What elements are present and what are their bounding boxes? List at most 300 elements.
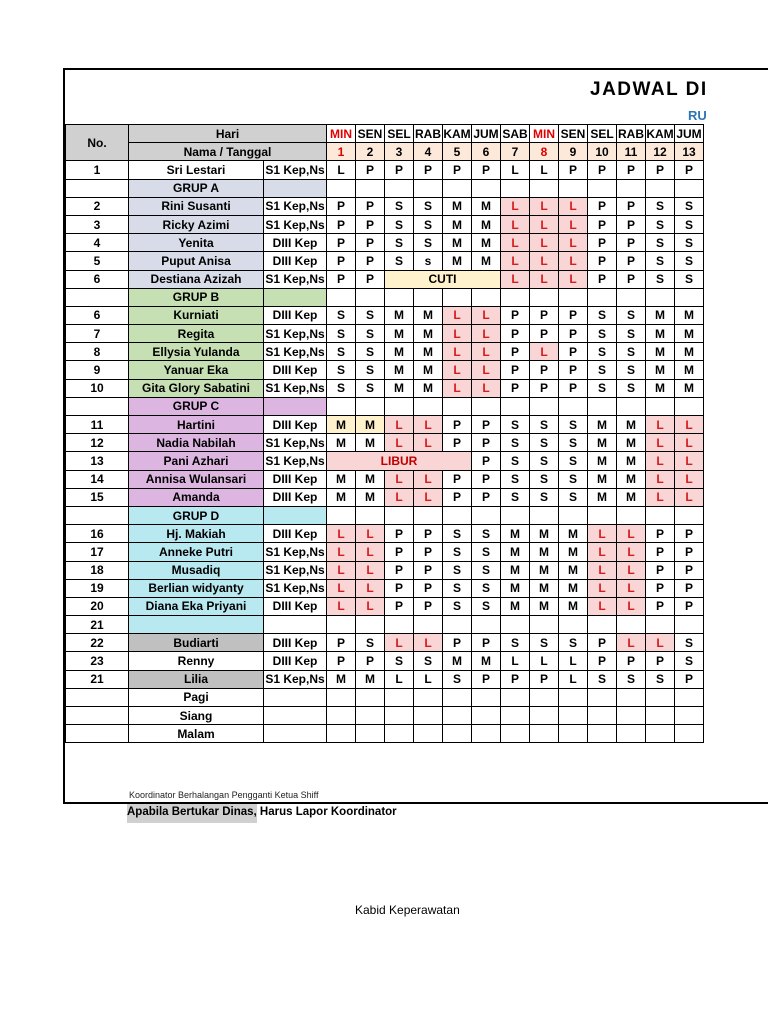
shift-cell: P (501, 379, 530, 397)
shift-cell (617, 707, 646, 725)
staff-qualification: DIII Kep (264, 634, 327, 652)
staff-row (66, 161, 704, 179)
staff-qualification (264, 707, 327, 725)
staff-qualification (264, 725, 327, 743)
staff-no: 1 (66, 161, 129, 179)
staff-qualification: S1 Kep,Ns (264, 543, 327, 561)
shift-cell: S (646, 270, 675, 288)
shift-cell: P (443, 634, 472, 652)
shift-cell: P (559, 161, 588, 179)
shift-cell: M (472, 215, 501, 233)
shift-cell: M (530, 525, 559, 543)
day-name-cell: KAM (443, 125, 472, 143)
group-no-cell (66, 506, 129, 524)
shift-cell: M (646, 343, 675, 361)
shift-cell: L (530, 161, 559, 179)
shift-cell: P (472, 670, 501, 688)
shift-cell (530, 397, 559, 415)
shift-cell: P (501, 306, 530, 324)
shift-cell: S (443, 597, 472, 615)
staff-name: Kurniati (129, 306, 264, 324)
header-nama-tanggal: Nama / Tanggal (129, 143, 327, 161)
staff-qualification: DIII Kep (264, 361, 327, 379)
shift-cell (356, 688, 385, 706)
shift-cell (327, 179, 356, 197)
staff-row (66, 652, 704, 670)
shift-cell: P (414, 525, 443, 543)
shift-cell: S (501, 470, 530, 488)
staff-qualification: DIII Kep (264, 306, 327, 324)
shift-cell: P (356, 161, 385, 179)
staff-row (66, 215, 704, 233)
shift-cell: S (501, 634, 530, 652)
shift-cell: L (327, 561, 356, 579)
staff-name: Renny (129, 652, 264, 670)
group-no-cell (66, 397, 129, 415)
shift-cell: L (530, 270, 559, 288)
shift-cell: L (385, 670, 414, 688)
shift-cell: M (530, 597, 559, 615)
date-cell: 8 (530, 143, 559, 161)
shift-cell: L (617, 634, 646, 652)
staff-qualification: DIII Kep (264, 416, 327, 434)
group-kual-cell (264, 179, 327, 197)
shift-cell: S (356, 361, 385, 379)
shift-cell: M (617, 470, 646, 488)
shift-cell: L (646, 488, 675, 506)
day-name-cell: JUM (675, 125, 704, 143)
shift-cell: S (646, 197, 675, 215)
shift-cell: L (675, 470, 704, 488)
shift-cell: L (414, 488, 443, 506)
shift-cell: L (356, 525, 385, 543)
shift-cell (472, 725, 501, 743)
staff-row (66, 597, 704, 615)
shift-cell: M (675, 379, 704, 397)
shift-cell: L (530, 197, 559, 215)
shift-cell: L (327, 525, 356, 543)
shift-cell: S (617, 343, 646, 361)
shift-cell (646, 288, 675, 306)
shift-cell: P (588, 252, 617, 270)
shift-cell (385, 179, 414, 197)
shift-cell (327, 397, 356, 415)
shift-cell (530, 707, 559, 725)
shift-cell (501, 506, 530, 524)
shift-cell: P (414, 161, 443, 179)
shift-cell: S (530, 452, 559, 470)
shift-cell: S (356, 634, 385, 652)
staff-name: Hartini (129, 416, 264, 434)
shift-cell: M (385, 325, 414, 343)
staff-row (66, 325, 704, 343)
shift-cell: S (617, 379, 646, 397)
shift-cell: M (530, 579, 559, 597)
shift-cell (617, 397, 646, 415)
shift-cell: L (385, 470, 414, 488)
shift-cell (675, 688, 704, 706)
shift-cell: S (675, 252, 704, 270)
shift-cell: M (646, 361, 675, 379)
shift-cell: P (675, 525, 704, 543)
shift-cell (472, 506, 501, 524)
staff-row (66, 306, 704, 324)
shift-cell: L (356, 579, 385, 597)
date-cell: 4 (414, 143, 443, 161)
shift-cell: S (472, 543, 501, 561)
shift-cell: M (617, 488, 646, 506)
signature-label: Kabid Keperawatan (355, 903, 460, 917)
shift-cell: M (588, 416, 617, 434)
shift-cell: P (414, 543, 443, 561)
shift-cell (646, 179, 675, 197)
shift-cell: S (414, 652, 443, 670)
shift-cell (501, 179, 530, 197)
shift-cell (530, 179, 559, 197)
shift-cell: M (472, 652, 501, 670)
shift-cell: L (443, 379, 472, 397)
shift-cell: S (617, 670, 646, 688)
shift-cell: P (472, 161, 501, 179)
shift-cell (530, 688, 559, 706)
staff-row (66, 379, 704, 397)
shift-cell (356, 707, 385, 725)
shift-cell: P (327, 215, 356, 233)
staff-no: 10 (66, 379, 129, 397)
shift-cell: P (327, 197, 356, 215)
shift-cell: P (530, 379, 559, 397)
shift-cell: L (414, 434, 443, 452)
staff-qualification: DIII Kep (264, 470, 327, 488)
shift-cell (675, 725, 704, 743)
shift-cell: P (327, 234, 356, 252)
shift-cell: P (617, 234, 646, 252)
shift-cell: S (356, 343, 385, 361)
shift-cell: S (414, 215, 443, 233)
day-name-cell: SEL (588, 125, 617, 143)
shift-cell: S (414, 234, 443, 252)
staff-name: Rini Susanti (129, 197, 264, 215)
shift-cell: M (501, 597, 530, 615)
shift-cell (646, 616, 675, 634)
staff-no: 7 (66, 325, 129, 343)
staff-no: 12 (66, 434, 129, 452)
shift-cell: P (414, 561, 443, 579)
staff-qualification (264, 616, 327, 634)
shift-cell (327, 288, 356, 306)
shift-cell: L (617, 525, 646, 543)
shift-cell: L (559, 197, 588, 215)
shift-cell: M (559, 561, 588, 579)
shift-cell: P (588, 652, 617, 670)
shift-cell (559, 616, 588, 634)
shift-cell: S (559, 634, 588, 652)
staff-qualification: S1 Kep,Ns (264, 270, 327, 288)
shift-cell (443, 179, 472, 197)
shift-cell: L (385, 488, 414, 506)
shift-cell: S (327, 325, 356, 343)
shift-cell: L (414, 470, 443, 488)
shift-cell: P (443, 470, 472, 488)
shift-cell: S (675, 652, 704, 670)
shift-cell (617, 616, 646, 634)
shift-cell: P (356, 252, 385, 270)
shift-cell: S (617, 325, 646, 343)
shift-cell (559, 725, 588, 743)
staff-name: Sri Lestari (129, 161, 264, 179)
shift-cell: L (472, 343, 501, 361)
staff-row (66, 270, 704, 288)
staff-qualification: DIII Kep (264, 252, 327, 270)
group-label: GRUP B (129, 288, 264, 306)
shift-cell (617, 179, 646, 197)
shift-cell (472, 616, 501, 634)
shift-cell: P (588, 234, 617, 252)
shift-cell: L (675, 488, 704, 506)
shift-cell: P (414, 597, 443, 615)
shift-cell: M (327, 488, 356, 506)
shift-cell: M (559, 597, 588, 615)
shift-cell: L (472, 306, 501, 324)
shift-cell: S (588, 670, 617, 688)
shift-cell: S (385, 234, 414, 252)
staff-no (66, 688, 129, 706)
staff-no: 17 (66, 543, 129, 561)
shift-cell: L (385, 634, 414, 652)
shift-cell: M (501, 543, 530, 561)
shift-cell (356, 288, 385, 306)
shift-cell: P (414, 579, 443, 597)
date-cell: 1 (327, 143, 356, 161)
staff-qualification: S1 Kep,Ns (264, 379, 327, 397)
staff-qualification: DIII Kep (264, 488, 327, 506)
staff-name: Yenita (129, 234, 264, 252)
shift-cell: L (443, 343, 472, 361)
staff-row (66, 525, 704, 543)
staff-row (66, 707, 704, 725)
shift-cell: M (385, 306, 414, 324)
staff-name: Nadia Nabilah (129, 434, 264, 452)
shift-cell: S (327, 361, 356, 379)
staff-no: 16 (66, 525, 129, 543)
date-cell: 3 (385, 143, 414, 161)
shift-cell: S (559, 488, 588, 506)
header-hari: Hari (129, 125, 327, 143)
shift-cell: M (414, 325, 443, 343)
staff-no: 23 (66, 652, 129, 670)
shift-cell: P (443, 488, 472, 506)
shift-cell: S (472, 579, 501, 597)
shift-cell (385, 288, 414, 306)
staff-name: Yanuar Eka (129, 361, 264, 379)
shift-cell: S (472, 561, 501, 579)
shift-cell: L (501, 215, 530, 233)
shift-cell (327, 688, 356, 706)
shift-cell: M (443, 215, 472, 233)
shift-cell: P (356, 197, 385, 215)
shift-cell: S (501, 434, 530, 452)
date-cell: 12 (646, 143, 675, 161)
shift-cell: P (443, 416, 472, 434)
shift-cell (414, 506, 443, 524)
shift-cell: S (646, 234, 675, 252)
staff-no: 6 (66, 270, 129, 288)
shift-cell (327, 616, 356, 634)
shift-cell: L (617, 597, 646, 615)
staff-row (66, 543, 704, 561)
day-name-cell: MIN (530, 125, 559, 143)
day-name-cell: JUM (472, 125, 501, 143)
shift-cell (443, 288, 472, 306)
page-subtitle: RU (688, 108, 707, 123)
shift-cell (675, 179, 704, 197)
shift-cell: P (675, 579, 704, 597)
day-name-cell: SEN (559, 125, 588, 143)
shift-cell: S (327, 306, 356, 324)
staff-qualification: DIII Kep (264, 234, 327, 252)
shift-cell: M (559, 579, 588, 597)
shift-cell (443, 506, 472, 524)
shift-cell: P (617, 161, 646, 179)
shift-cell: L (530, 343, 559, 361)
shift-cell: P (646, 579, 675, 597)
staff-row (66, 616, 704, 634)
shift-cell: M (530, 561, 559, 579)
date-cell: 2 (356, 143, 385, 161)
shift-cell: L (646, 452, 675, 470)
shift-cell: P (588, 161, 617, 179)
shift-cell (501, 616, 530, 634)
staff-qualification: S1 Kep,Ns (264, 325, 327, 343)
shift-cell: P (385, 597, 414, 615)
shift-cell: S (501, 416, 530, 434)
shift-cell: M (646, 325, 675, 343)
staff-row (66, 670, 704, 688)
shift-cell (385, 725, 414, 743)
shift-cell (646, 707, 675, 725)
shift-cell: S (356, 325, 385, 343)
shift-cell (356, 397, 385, 415)
shift-cell (385, 506, 414, 524)
group-label: GRUP A (129, 179, 264, 197)
shift-cell: L (646, 470, 675, 488)
shift-cell: S (443, 561, 472, 579)
day-name-cell: MIN (327, 125, 356, 143)
staff-name: Annisa Wulansari (129, 470, 264, 488)
shift-cell (356, 616, 385, 634)
shift-cell (501, 688, 530, 706)
staff-no: 5 (66, 252, 129, 270)
group-row (66, 288, 704, 306)
shift-cell: P (646, 561, 675, 579)
shift-cell: P (327, 634, 356, 652)
date-cell: 7 (501, 143, 530, 161)
shift-cell: M (327, 434, 356, 452)
shift-cell: P (646, 652, 675, 670)
shift-cell: S (356, 379, 385, 397)
day-name-cell: RAB (617, 125, 646, 143)
shift-cell: L (472, 379, 501, 397)
shift-cell: L (646, 416, 675, 434)
shift-cell: L (646, 434, 675, 452)
shift-cell: L (472, 361, 501, 379)
shift-cell: s (414, 252, 443, 270)
staff-name: Ellysia Yulanda (129, 343, 264, 361)
shift-cell: S (327, 379, 356, 397)
shift-cell (385, 688, 414, 706)
shift-cell (414, 616, 443, 634)
shift-cell: L (559, 234, 588, 252)
shift-cell: S (588, 325, 617, 343)
shift-cell: S (443, 543, 472, 561)
shift-cell: P (675, 561, 704, 579)
schedule-table (65, 124, 704, 743)
shift-cell: P (646, 525, 675, 543)
shift-cell: P (617, 252, 646, 270)
day-name-cell: KAM (646, 125, 675, 143)
shift-cell: P (327, 652, 356, 670)
shift-cell: S (472, 525, 501, 543)
shift-cell (385, 616, 414, 634)
shift-cell (559, 688, 588, 706)
shift-cell: M (327, 670, 356, 688)
shift-cell: P (501, 343, 530, 361)
staff-row (66, 434, 704, 452)
staff-name: Ricky Azimi (129, 215, 264, 233)
shift-cell: S (588, 343, 617, 361)
shift-cell: M (385, 343, 414, 361)
group-row (66, 397, 704, 415)
shift-cell: P (472, 434, 501, 452)
group-row (66, 506, 704, 524)
staff-qualification: S1 Kep,Ns (264, 561, 327, 579)
day-name-cell: SAB (501, 125, 530, 143)
staff-qualification (264, 688, 327, 706)
shift-cell: P (617, 652, 646, 670)
shift-cell: P (472, 488, 501, 506)
shift-cell (443, 688, 472, 706)
shift-cell: S (675, 215, 704, 233)
shift-cell (414, 179, 443, 197)
staff-name: Malam (129, 725, 264, 743)
shift-cell: L (530, 652, 559, 670)
shift-cell: P (559, 325, 588, 343)
shift-cell: P (385, 579, 414, 597)
shift-cell: P (646, 543, 675, 561)
shift-cell (675, 616, 704, 634)
shift-cell (414, 707, 443, 725)
shift-cell: S (385, 197, 414, 215)
date-cell: 9 (559, 143, 588, 161)
shift-cell: S (559, 434, 588, 452)
shift-cell: S (385, 652, 414, 670)
shift-cell (356, 725, 385, 743)
group-kual-cell (264, 506, 327, 524)
shift-cell: L (530, 234, 559, 252)
staff-no: 21 (66, 670, 129, 688)
shift-cell: P (617, 197, 646, 215)
shift-cell: L (501, 161, 530, 179)
staff-row (66, 416, 704, 434)
shift-cell: S (501, 452, 530, 470)
shift-cell: L (530, 215, 559, 233)
shift-cell: P (356, 270, 385, 288)
staff-row (66, 452, 704, 470)
shift-cell (443, 397, 472, 415)
schedule-sheet (63, 68, 768, 804)
staff-name: Anneke Putri (129, 543, 264, 561)
shift-cell (559, 397, 588, 415)
